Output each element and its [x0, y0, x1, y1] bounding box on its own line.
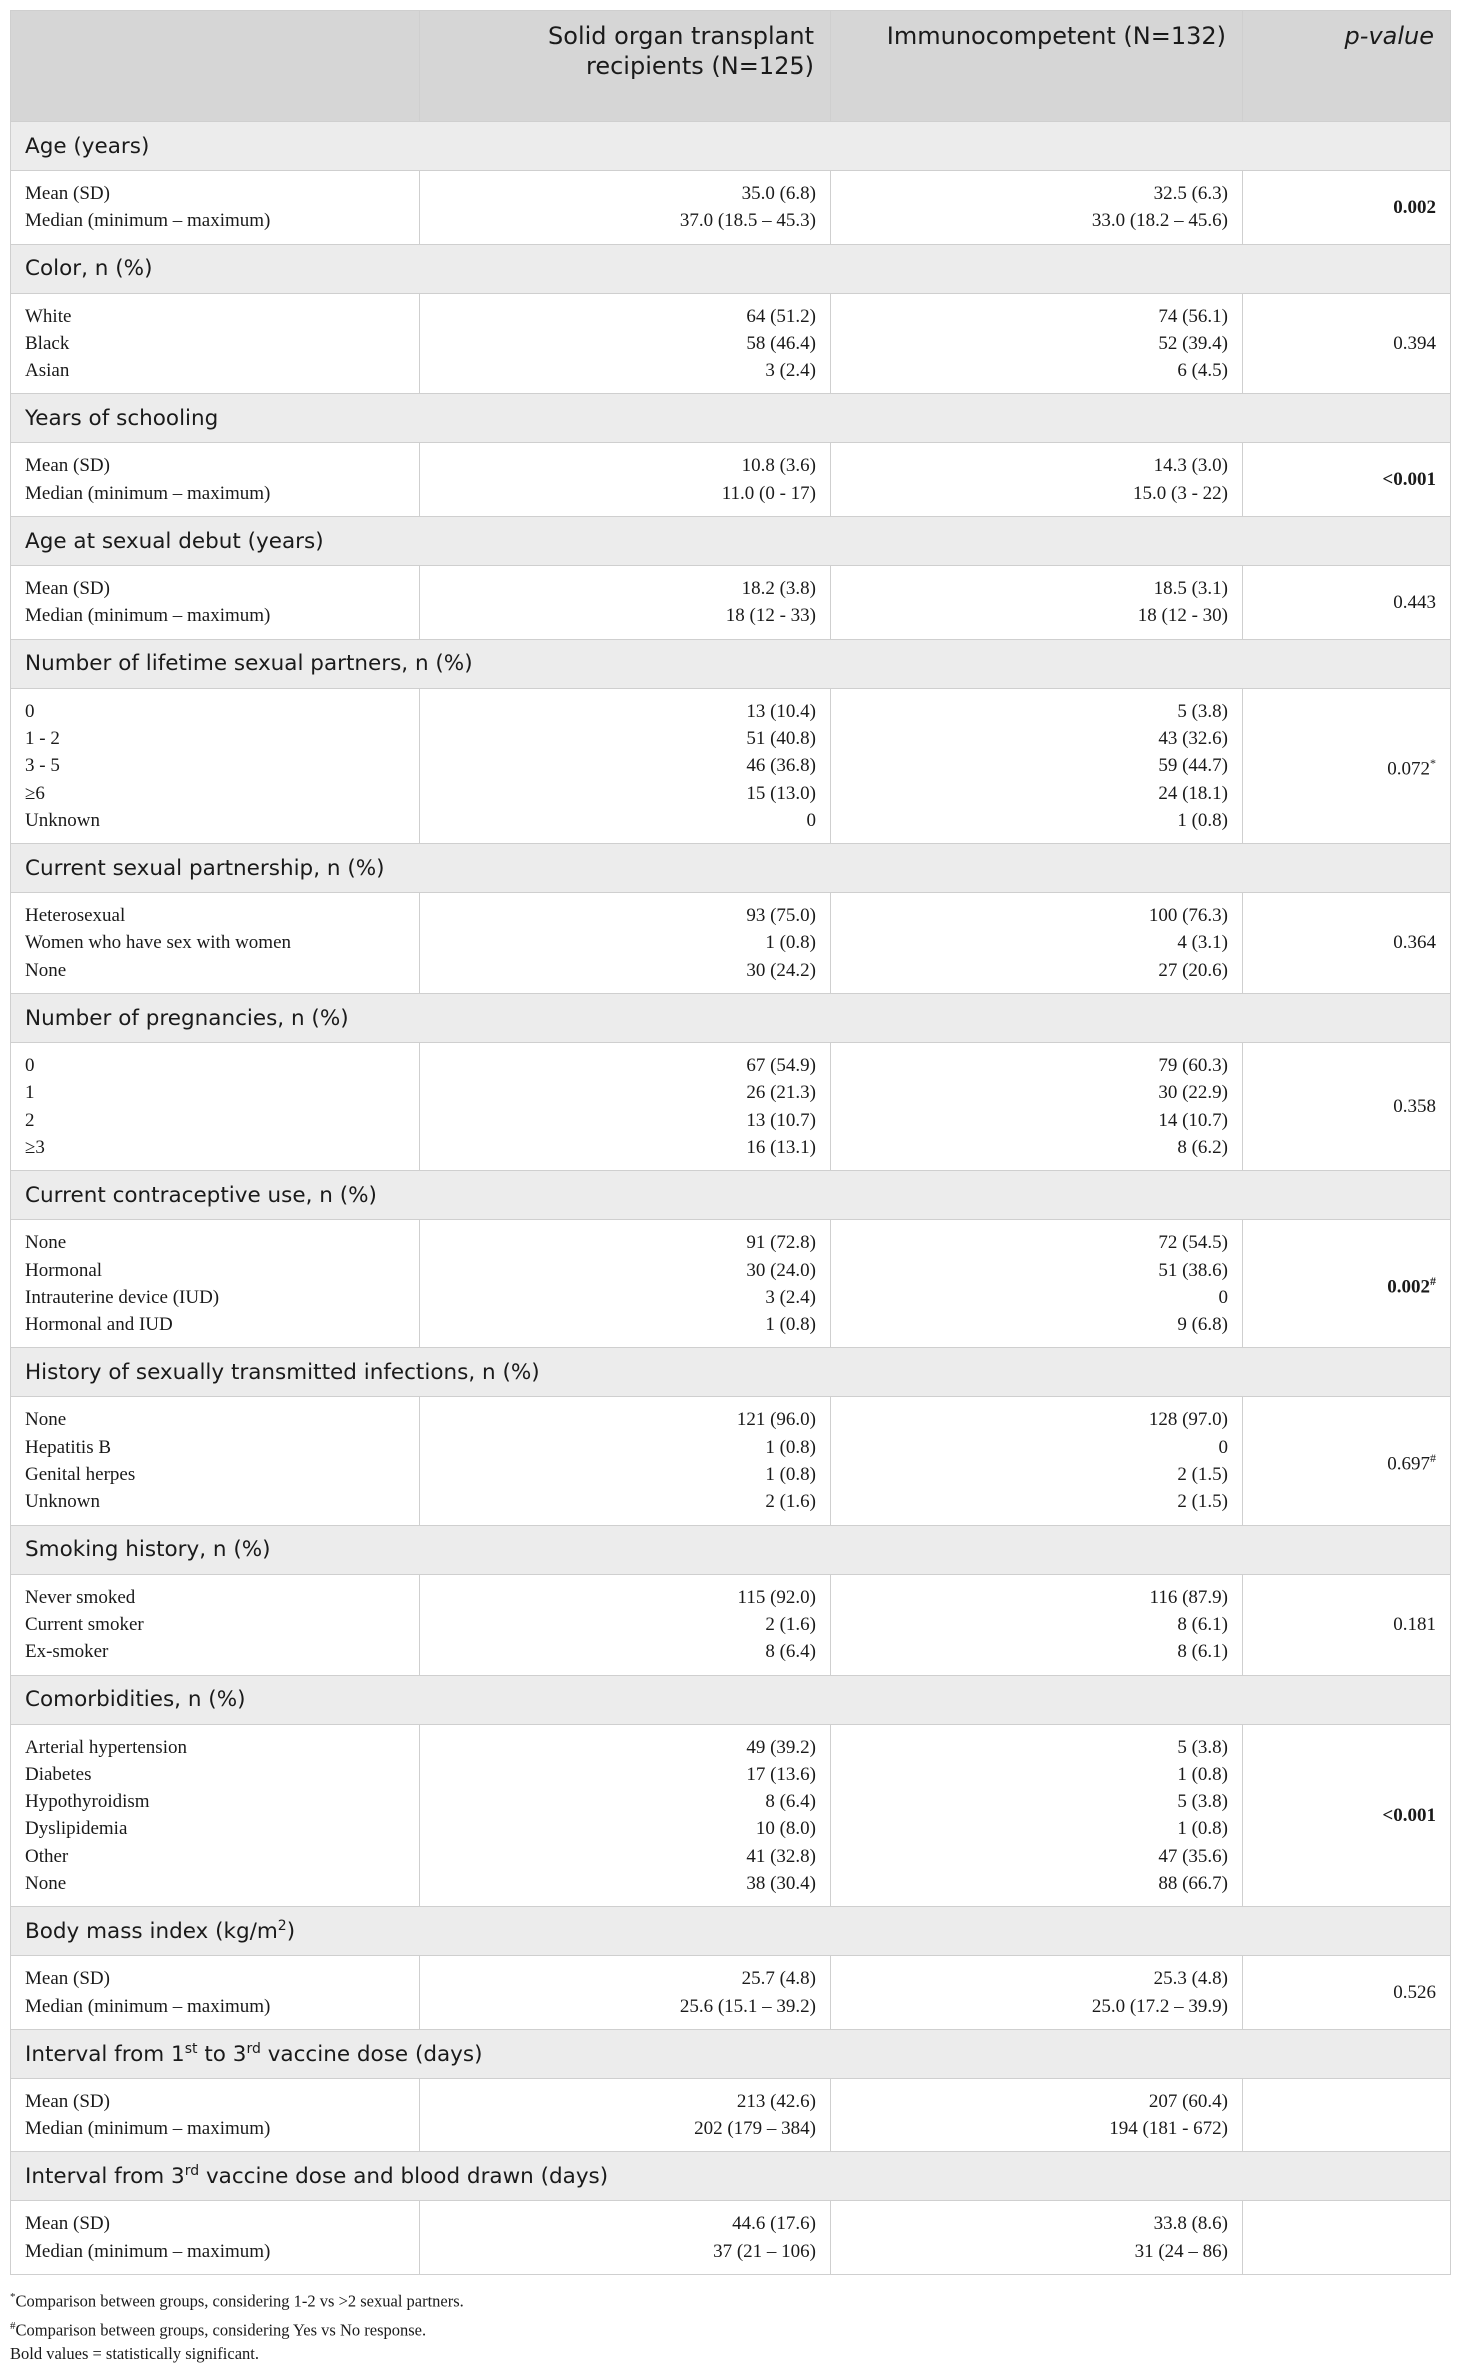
row-label: Median (minimum – maximum)	[25, 2240, 271, 2262]
row-label: Median (minimum – maximum)	[25, 605, 271, 627]
section-title-superscript: rd	[184, 2163, 200, 2180]
immunocompetent-value: 1 (0.8)	[1177, 809, 1228, 831]
transplant-value: 16 (13.1)	[746, 1136, 816, 1158]
row-label: 1	[25, 1082, 35, 1104]
section-data-row	[11, 1043, 1451, 1171]
transplant-value: 10.8 (3.6)	[741, 455, 816, 477]
section-data-row	[11, 1574, 1451, 1675]
immunocompetent-value: 25.3 (4.8)	[1153, 1968, 1228, 1990]
row-label-cell	[11, 1724, 420, 1907]
section-title-superscript: rd	[246, 2040, 261, 2057]
section-title: History of sexually transmitted infections, n (%)	[11, 1348, 1451, 1397]
immunocompetent-value: 51 (38.6)	[1158, 1259, 1228, 1281]
section-title-part: to 3	[197, 2041, 247, 2067]
immunocompetent-value: 24 (18.1)	[1158, 782, 1228, 804]
immunocompetent-value: 0	[1218, 1436, 1228, 1458]
row-label-cell	[11, 1043, 420, 1171]
immunocompetent-value: 100 (76.3)	[1148, 905, 1228, 927]
section-title	[11, 2029, 1451, 2078]
immunocompetent-value: 15.0 (3 - 22)	[1133, 482, 1228, 504]
transplant-value-cell	[420, 293, 831, 394]
transplant-value: 13 (10.7)	[746, 1109, 816, 1131]
immunocompetent-value-cell	[831, 1724, 1243, 1907]
immunocompetent-value: 5 (3.8)	[1177, 1736, 1228, 1758]
immunocompetent-value-cell	[831, 1956, 1243, 2030]
transplant-value-cell	[420, 2201, 831, 2275]
immunocompetent-value-cell	[831, 566, 1243, 640]
p-value-cell	[1243, 1220, 1451, 1348]
row-label: White	[25, 305, 72, 327]
header-variable	[11, 11, 420, 122]
row-label: Mean (SD)	[25, 2090, 110, 2112]
p-value-footnote-mark: #	[1430, 1273, 1436, 1288]
row-label: Unknown	[25, 809, 100, 831]
section-header-row	[11, 844, 1451, 893]
immunocompetent-value: 79 (60.3)	[1158, 1055, 1228, 1077]
table-header-row	[11, 11, 1451, 122]
immunocompetent-value-cell	[831, 293, 1243, 394]
row-label: Unknown	[25, 1491, 100, 1513]
footnote	[10, 2285, 1450, 2314]
section-data-row	[11, 688, 1451, 843]
transplant-value: 37 (21 – 106)	[713, 2240, 816, 2262]
header-p-value: p-value	[1243, 11, 1451, 122]
row-label: Asian	[25, 360, 70, 382]
p-value-cell	[1243, 443, 1451, 517]
transplant-value-cell	[420, 566, 831, 640]
transplant-value: 25.7 (4.8)	[741, 1968, 816, 1990]
section-title: Current sexual partnership, n (%)	[11, 844, 1451, 893]
p-value-cell	[1243, 566, 1451, 640]
immunocompetent-value: 128 (97.0)	[1148, 1409, 1228, 1431]
p-value-footnote-mark: #	[1430, 1450, 1436, 1465]
footnote	[10, 2342, 1450, 2366]
header-transplant-line2: recipients (N=125)	[586, 52, 814, 80]
immunocompetent-value: 72 (54.5)	[1158, 1232, 1228, 1254]
section-header-row	[11, 1675, 1451, 1724]
immunocompetent-value-cell	[831, 688, 1243, 843]
transplant-value-cell	[420, 1220, 831, 1348]
row-label-cell	[11, 293, 420, 394]
row-label-cell	[11, 443, 420, 517]
row-label: Arterial hypertension	[25, 1736, 187, 1758]
transplant-value: 2 (1.6)	[765, 1491, 816, 1513]
transplant-value: 49 (39.2)	[746, 1736, 816, 1758]
footnote-text: Comparison between groups, considering 1-2 vs >2 sexual partners.	[15, 2291, 464, 2311]
transplant-value: 15 (13.0)	[746, 782, 816, 804]
immunocompetent-value: 5 (3.8)	[1177, 700, 1228, 722]
immunocompetent-value: 116 (87.9)	[1149, 1586, 1228, 1608]
transplant-value: 35.0 (6.8)	[741, 183, 816, 204]
p-value-cell	[1243, 1397, 1451, 1525]
transplant-value: 213 (42.6)	[736, 2090, 816, 2112]
immunocompetent-value: 1 (0.8)	[1177, 1763, 1228, 1785]
section-data-row	[11, 2201, 1451, 2275]
row-label-cell	[11, 2078, 420, 2152]
immunocompetent-value: 8 (6.1)	[1177, 1613, 1228, 1635]
transplant-value-cell	[420, 688, 831, 843]
section-title	[11, 2152, 1451, 2201]
transplant-value: 1 (0.8)	[765, 932, 816, 954]
section-title-part: )	[286, 1919, 296, 1945]
p-value-cell	[1243, 293, 1451, 394]
transplant-value: 10 (8.0)	[755, 1818, 816, 1840]
row-label: 0	[25, 700, 35, 722]
p-value-cell	[1243, 1574, 1451, 1675]
transplant-value: 121 (96.0)	[736, 1409, 816, 1431]
immunocompetent-value-cell	[831, 2201, 1243, 2275]
section-title: Years of schooling	[11, 394, 1451, 443]
immunocompetent-value-cell	[831, 1043, 1243, 1171]
row-label: 3 - 5	[25, 755, 60, 777]
p-value-cell	[1243, 171, 1451, 245]
section-title-superscript: st	[184, 2040, 198, 2057]
immunocompetent-value: 8 (6.2)	[1177, 1136, 1228, 1158]
row-label: None	[25, 1409, 67, 1431]
section-title-part: Interval from 1	[25, 2041, 185, 2067]
row-label: Ex-smoker	[25, 1641, 109, 1663]
section-title: Smoking history, n (%)	[11, 1525, 1451, 1574]
section-title-part: Body mass index (kg/m	[25, 1919, 278, 1945]
transplant-value: 30 (24.2)	[746, 959, 816, 981]
p-value: 0.072	[1387, 757, 1430, 779]
transplant-value: 58 (46.4)	[746, 332, 816, 354]
transplant-value: 93 (75.0)	[746, 905, 816, 927]
row-label: Intrauterine device (IUD)	[25, 1286, 220, 1308]
row-label: Diabetes	[25, 1763, 92, 1785]
transplant-value-cell	[420, 443, 831, 517]
transplant-value: 26 (21.3)	[746, 1082, 816, 1104]
header-transplant-group	[420, 11, 831, 122]
row-label: ≥3	[25, 1136, 45, 1158]
section-title	[11, 1907, 1451, 1956]
p-value-cell	[1243, 1724, 1451, 1907]
row-label: 2	[25, 1109, 35, 1131]
row-label: 1 - 2	[25, 727, 60, 749]
immunocompetent-value: 194 (181 - 672)	[1109, 2118, 1228, 2140]
row-label: Women who have sex with women	[25, 932, 291, 954]
transplant-value: 41 (32.8)	[746, 1845, 816, 1867]
row-label-cell	[11, 2201, 420, 2275]
row-label: Median (minimum – maximum)	[25, 482, 271, 504]
immunocompetent-value: 74 (56.1)	[1158, 305, 1228, 327]
section-title-part: vaccine dose and blood drawn (days)	[199, 2164, 609, 2190]
row-label: None	[25, 1232, 67, 1254]
row-label: Mean (SD)	[25, 2213, 110, 2235]
transplant-value-cell	[420, 1724, 831, 1907]
immunocompetent-value: 31 (24 – 86)	[1134, 2240, 1228, 2262]
section-header-row	[11, 1348, 1451, 1397]
footnote-mark: *	[10, 2291, 16, 2304]
p-value: 0.697	[1387, 1453, 1430, 1475]
p-value-cell	[1243, 688, 1451, 843]
immunocompetent-value: 25.0 (17.2 – 39.9)	[1091, 1995, 1228, 2017]
transplant-value: 2 (1.6)	[765, 1613, 816, 1635]
section-header-row	[11, 1525, 1451, 1574]
transplant-value: 17 (13.6)	[746, 1763, 816, 1785]
transplant-value-cell	[420, 1397, 831, 1525]
p-value-cell	[1243, 893, 1451, 994]
header-immunocompetent-group: Immunocompetent (N=132)	[831, 11, 1243, 122]
row-label-cell	[11, 1397, 420, 1525]
section-data-row	[11, 443, 1451, 517]
section-title: Number of lifetime sexual partners, n (%)	[11, 639, 1451, 688]
row-label-cell	[11, 688, 420, 843]
section-data-row	[11, 1220, 1451, 1348]
p-value: 0.358	[1393, 1095, 1436, 1117]
immunocompetent-value-cell	[831, 893, 1243, 994]
section-title: Number of pregnancies, n (%)	[11, 994, 1451, 1043]
p-value-cell	[1243, 2201, 1451, 2275]
immunocompetent-value-cell	[831, 443, 1243, 517]
section-title: Age (years)	[11, 122, 1451, 171]
transplant-value-cell	[420, 171, 831, 245]
row-label: Mean (SD)	[25, 1968, 110, 1990]
footnote	[10, 2314, 1450, 2343]
immunocompetent-value: 4 (3.1)	[1177, 932, 1228, 954]
transplant-value: 44.6 (17.6)	[732, 2213, 816, 2235]
footnotes	[10, 2285, 1450, 2366]
transplant-value-cell	[420, 1574, 831, 1675]
transplant-value-cell	[420, 1043, 831, 1171]
section-title: Age at sexual debut (years)	[11, 517, 1451, 566]
row-label: Median (minimum – maximum)	[25, 1995, 271, 2017]
section-title-part: Interval from 3	[25, 2164, 185, 2190]
section-data-row	[11, 1956, 1451, 2030]
transplant-value: 3 (2.4)	[765, 1286, 816, 1308]
immunocompetent-value-cell	[831, 171, 1243, 245]
transplant-value: 1 (0.8)	[765, 1436, 816, 1458]
immunocompetent-value: 9 (6.8)	[1177, 1314, 1228, 1336]
immunocompetent-value: 27 (20.6)	[1158, 959, 1228, 981]
transplant-value-cell	[420, 893, 831, 994]
immunocompetent-value: 0	[1218, 1286, 1228, 1308]
transplant-value-cell	[420, 2078, 831, 2152]
row-label-cell	[11, 893, 420, 994]
row-label: None	[25, 1872, 67, 1894]
section-data-row	[11, 1724, 1451, 1907]
immunocompetent-value: 8 (6.1)	[1177, 1641, 1228, 1663]
section-header-row	[11, 1171, 1451, 1220]
row-label: Median (minimum – maximum)	[25, 2118, 271, 2140]
row-label: Mean (SD)	[25, 183, 110, 204]
section-data-row	[11, 566, 1451, 640]
transplant-value: 1 (0.8)	[765, 1464, 816, 1486]
section-data-row	[11, 171, 1451, 245]
section-header-row	[11, 394, 1451, 443]
section-data-row	[11, 293, 1451, 394]
p-value-cell	[1243, 1956, 1451, 2030]
demographics-table	[10, 10, 1451, 2275]
p-value: 0.364	[1393, 932, 1436, 954]
transplant-value: 64 (51.2)	[746, 305, 816, 327]
immunocompetent-value: 207 (60.4)	[1148, 2090, 1228, 2112]
p-value-cell	[1243, 1043, 1451, 1171]
transplant-value: 37.0 (18.5 – 45.3)	[679, 210, 816, 232]
transplant-value: 3 (2.4)	[765, 360, 816, 382]
section-data-row	[11, 2078, 1451, 2152]
p-value-footnote-mark: *	[1430, 755, 1436, 770]
footnote-text: Bold values = statistically significant.	[10, 2344, 259, 2364]
footnote-text: Comparison between groups, considering Yes vs No response.	[15, 2320, 427, 2340]
transplant-value: 0	[806, 809, 816, 831]
footnote-mark: #	[10, 2319, 16, 2332]
row-label: Hormonal and IUD	[25, 1314, 173, 1336]
p-value: 0.002	[1393, 196, 1436, 218]
row-label: Current smoker	[25, 1613, 144, 1635]
immunocompetent-value: 59 (44.7)	[1158, 755, 1228, 777]
immunocompetent-value: 2 (1.5)	[1177, 1464, 1228, 1486]
transplant-value: 51 (40.8)	[746, 727, 816, 749]
row-label: Hormonal	[25, 1259, 103, 1281]
row-label: Never smoked	[25, 1586, 136, 1608]
section-header-row	[11, 244, 1451, 293]
row-label: Genital herpes	[25, 1464, 136, 1486]
transplant-value: 18 (12 - 33)	[725, 605, 816, 627]
section-title: Color, n (%)	[11, 244, 1451, 293]
section-title: Current contraceptive use, n (%)	[11, 1171, 1451, 1220]
header-transplant-line1: Solid organ transplant	[548, 22, 814, 50]
row-label-cell	[11, 171, 420, 245]
transplant-value: 38 (30.4)	[746, 1872, 816, 1894]
transplant-value: 8 (6.4)	[765, 1641, 816, 1663]
row-label: 0	[25, 1055, 35, 1077]
immunocompetent-value: 18.5 (3.1)	[1153, 578, 1228, 600]
table-body	[11, 122, 1451, 2275]
immunocompetent-value: 14.3 (3.0)	[1153, 455, 1228, 477]
row-label: Black	[25, 332, 70, 354]
transplant-value: 202 (179 – 384)	[694, 2118, 816, 2140]
section-header-row	[11, 1907, 1451, 1956]
immunocompetent-value: 6 (4.5)	[1177, 360, 1228, 382]
immunocompetent-value: 33.0 (18.2 – 45.6)	[1091, 210, 1228, 232]
transplant-value: 8 (6.4)	[765, 1791, 816, 1813]
transplant-value: 46 (36.8)	[746, 755, 816, 777]
p-value: 0.002	[1387, 1275, 1430, 1297]
immunocompetent-value: 14 (10.7)	[1158, 1109, 1228, 1131]
transplant-value: 91 (72.8)	[746, 1232, 816, 1254]
immunocompetent-value: 47 (35.6)	[1158, 1845, 1228, 1867]
demographics-table-container	[10, 10, 1450, 2366]
section-header-row	[11, 517, 1451, 566]
row-label: Hypothyroidism	[25, 1791, 150, 1813]
p-value: 0.181	[1393, 1613, 1436, 1635]
immunocompetent-value: 5 (3.8)	[1177, 1791, 1228, 1813]
row-label: None	[25, 959, 67, 981]
p-value-cell	[1243, 2078, 1451, 2152]
row-label: Median (minimum – maximum)	[25, 210, 271, 232]
transplant-value: 25.6 (15.1 – 39.2)	[679, 1995, 816, 2017]
immunocompetent-value: 1 (0.8)	[1177, 1818, 1228, 1840]
section-header-row	[11, 2152, 1451, 2201]
transplant-value: 13 (10.4)	[746, 700, 816, 722]
section-title-part: vaccine dose (days)	[260, 2041, 483, 2067]
row-label: ≥6	[25, 782, 45, 804]
row-label-cell	[11, 1220, 420, 1348]
immunocompetent-value: 30 (22.9)	[1158, 1082, 1228, 1104]
section-data-row	[11, 1397, 1451, 1525]
row-label: Mean (SD)	[25, 455, 110, 477]
row-label: Mean (SD)	[25, 578, 110, 600]
immunocompetent-value: 32.5 (6.3)	[1153, 183, 1228, 204]
transplant-value: 1 (0.8)	[765, 1314, 816, 1336]
transplant-value: 18.2 (3.8)	[741, 578, 816, 600]
p-value: <0.001	[1382, 469, 1436, 491]
p-value: 0.443	[1393, 591, 1436, 613]
section-header-row	[11, 122, 1451, 171]
row-label: Hepatitis B	[25, 1436, 112, 1458]
section-header-row	[11, 2029, 1451, 2078]
transplant-value: 115 (92.0)	[737, 1586, 816, 1608]
immunocompetent-value-cell	[831, 1574, 1243, 1675]
immunocompetent-value-cell	[831, 1397, 1243, 1525]
row-label-cell	[11, 1574, 420, 1675]
section-title: Comorbidities, n (%)	[11, 1675, 1451, 1724]
p-value: <0.001	[1382, 1804, 1436, 1826]
p-value: 0.394	[1393, 332, 1436, 354]
row-label: Dyslipidemia	[25, 1818, 128, 1840]
p-value: 0.526	[1393, 1981, 1436, 2003]
transplant-value: 11.0 (0 - 17)	[721, 482, 816, 504]
section-data-row	[11, 893, 1451, 994]
immunocompetent-value: 52 (39.4)	[1158, 332, 1228, 354]
row-label: Heterosexual	[25, 905, 126, 927]
immunocompetent-value: 88 (66.7)	[1158, 1872, 1228, 1894]
transplant-value-cell	[420, 1956, 831, 2030]
transplant-value: 67 (54.9)	[746, 1055, 816, 1077]
immunocompetent-value-cell	[831, 2078, 1243, 2152]
immunocompetent-value-cell	[831, 1220, 1243, 1348]
immunocompetent-value: 18 (12 - 30)	[1137, 605, 1228, 627]
immunocompetent-value: 33.8 (8.6)	[1153, 2213, 1228, 2235]
row-label: Other	[25, 1845, 69, 1867]
section-title-superscript: 2	[277, 1918, 287, 1935]
section-header-row	[11, 994, 1451, 1043]
row-label-cell	[11, 1956, 420, 2030]
transplant-value: 30 (24.0)	[746, 1259, 816, 1281]
immunocompetent-value: 2 (1.5)	[1177, 1491, 1228, 1513]
section-header-row	[11, 639, 1451, 688]
row-label-cell	[11, 566, 420, 640]
immunocompetent-value: 43 (32.6)	[1158, 727, 1228, 749]
